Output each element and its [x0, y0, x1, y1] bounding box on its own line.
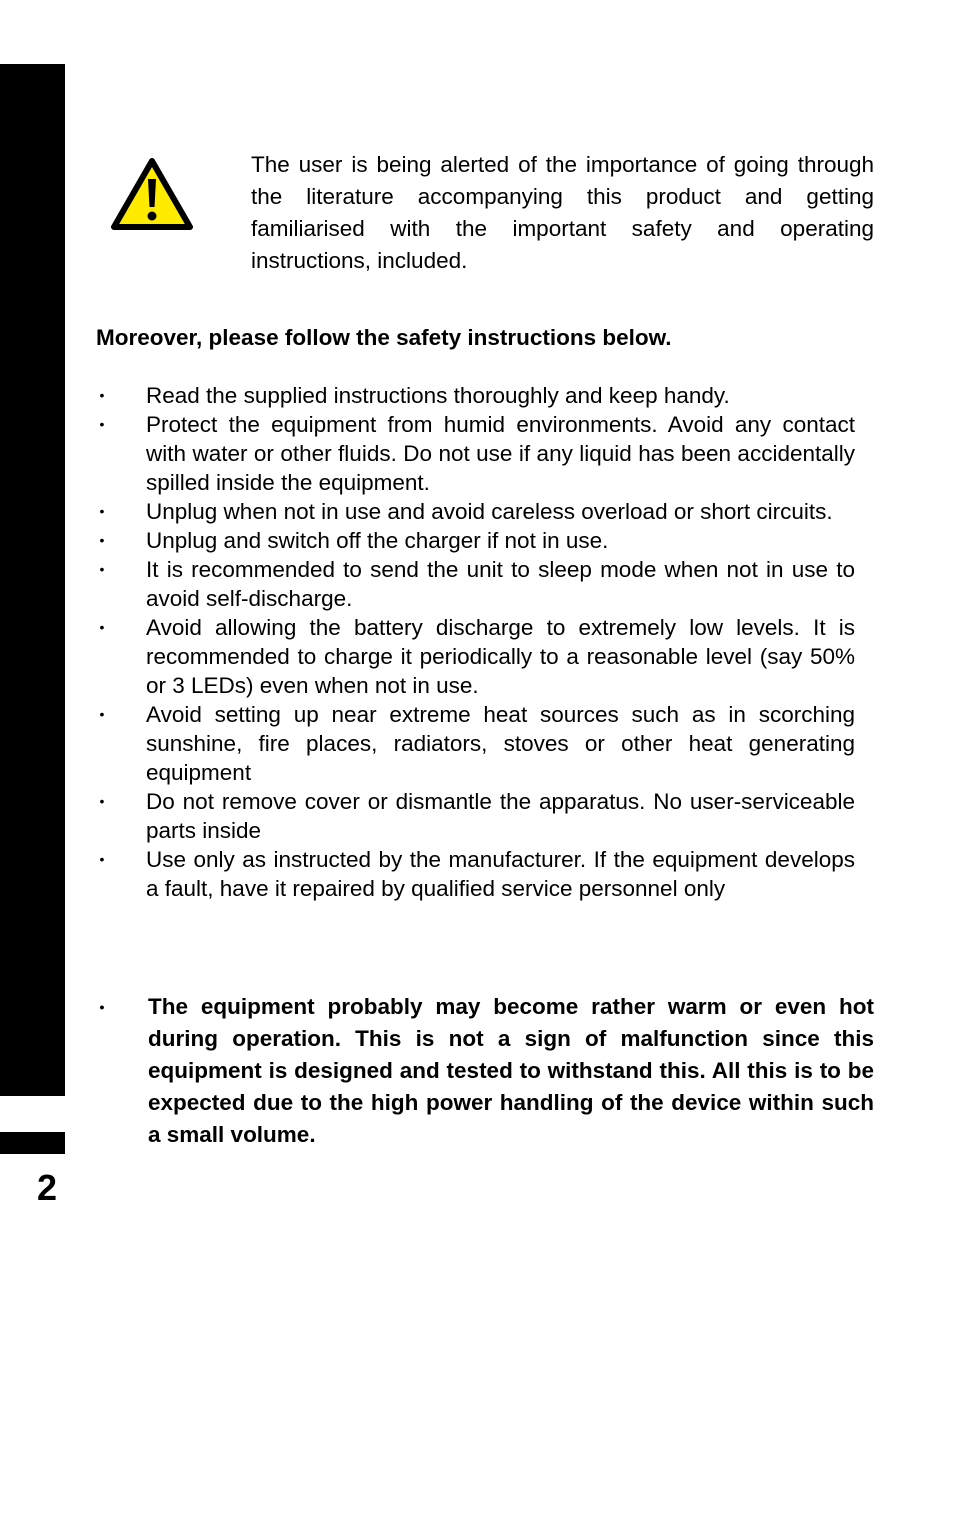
bullet-icon: •: [99, 561, 105, 577]
bullet-icon: •: [99, 416, 105, 432]
heat-warning-text: The equipment probably may become rather warm or even hot during operation. This is not a sign of malfunction since this equipment is designed and tested to withstand this. All this is to be expected due to the high power handling of the device within such a small volume.: [148, 994, 874, 1147]
list-item: • It is recommended to send the unit to sleep mode when not in use to avoid self-discharge.: [96, 555, 855, 613]
list-item: • Protect the equipment from humid environments. Avoid any contact with water or other fluids. Do not use if any liquid has been accidentally spilled inside the equipment.: [96, 410, 855, 497]
side-tab-marker: [0, 1132, 65, 1154]
warning-triangle-icon: [110, 157, 194, 231]
list-item: • Avoid setting up near extreme heat sources such as in scorching sunshine, fire places, radiators, stoves or other heat generating equipment: [96, 700, 855, 787]
list-item: • Do not remove cover or dismantle the apparatus. No user-serviceable parts inside: [96, 787, 855, 845]
list-item: • Use only as instructed by the manufacturer. If the equipment develops a fault, have it repaired by qualified service personnel only: [96, 845, 855, 903]
intro-warning-text: The user is being alerted of the importance of going through the literature accompanying this product and getting familiarised with the important safety and operating instructions, included.: [251, 152, 874, 273]
bullet-icon: •: [99, 387, 105, 403]
list-item: • Unplug when not in use and avoid careless overload or short circuits.: [96, 497, 855, 526]
bullet-icon: •: [99, 999, 105, 1015]
list-item: • Avoid allowing the battery discharge to extremely low levels. It is recommended to charge it periodically to a reasonable level (say 50% or 3 LEDs) even when not in use.: [96, 613, 855, 700]
safety-instructions-list: [96, 381, 855, 903]
list-item: • Read the supplied instructions thoroughly and keep handy.: [96, 381, 855, 410]
bullet-icon: •: [99, 851, 105, 867]
page-number: 2: [37, 1167, 58, 1208]
bullet-icon: •: [99, 793, 105, 809]
list-item: • Unplug and switch off the charger if not in use.: [96, 526, 855, 555]
bullet-icon: •: [99, 706, 105, 722]
safety-heading: Moreover, please follow the safety instructions below.: [96, 325, 672, 350]
heat-warning-note: [96, 991, 874, 1151]
bullet-icon: •: [99, 532, 105, 548]
bullet-icon: •: [99, 503, 105, 519]
bullet-icon: •: [99, 619, 105, 635]
side-bar: [0, 64, 65, 1096]
